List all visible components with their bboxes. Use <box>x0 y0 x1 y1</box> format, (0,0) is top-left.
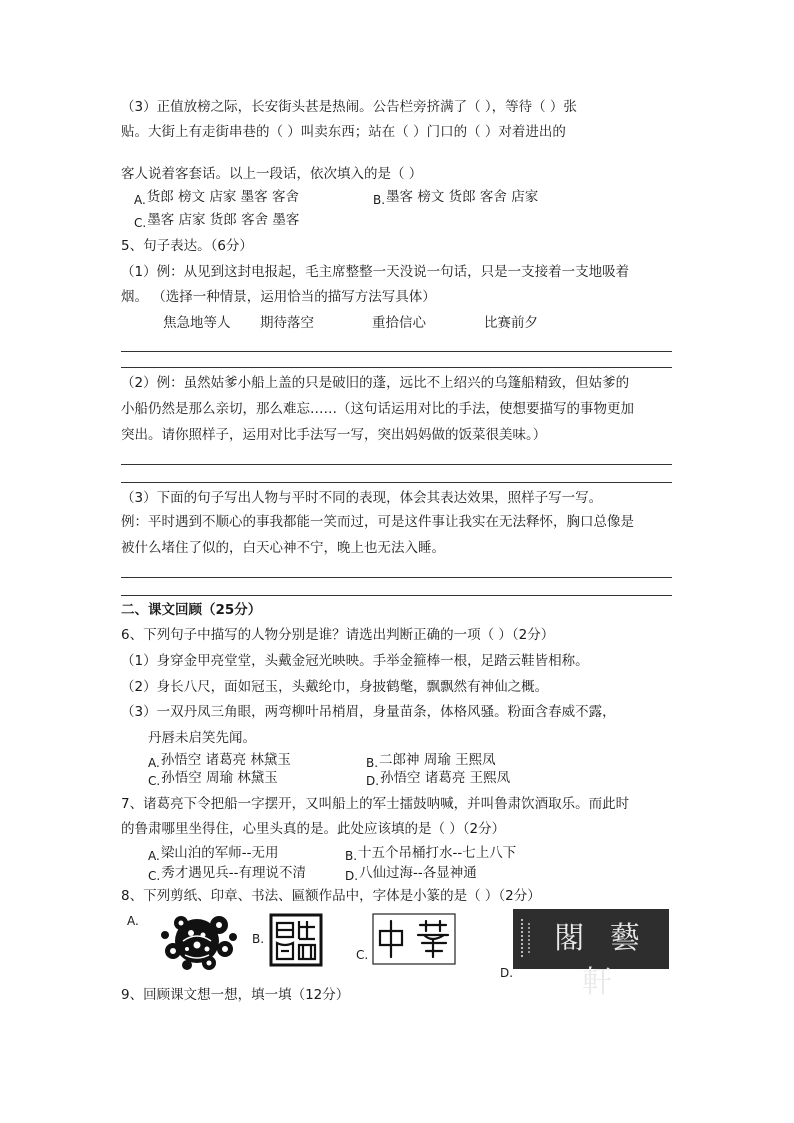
option-letter: A. <box>148 756 160 770</box>
q5-part3-line-3: 被什么堵住了似的，白天心神不宁，晚上也无法入睡。 <box>121 540 445 556</box>
q6-line-2: （2）身长八尺，面如冠玉，头戴纶巾，身披鹤氅，飘飘然有神仙之概。 <box>121 679 549 695</box>
answer-line[interactable] <box>121 595 672 596</box>
option-text: 孙悟空 诸葛亮 林黛玉 <box>160 752 291 768</box>
q7-option-a[interactable] <box>148 843 279 863</box>
option-text: 墨客 店家 货郎 客舍 墨客 <box>147 212 300 228</box>
q5-part1-line-2: 烟。 （选择一种情景，运用恰当的描写方法写具体） <box>121 289 436 305</box>
option-text: 梁山泊的军师--无用 <box>160 845 279 861</box>
scene-option: 期待落空 <box>260 315 314 331</box>
calligraphy-image[interactable] <box>372 913 456 965</box>
option-letter: A. <box>134 193 146 207</box>
option-text: 货郎 榜文 店家 墨客 客舍 <box>146 189 299 205</box>
q5-part1-line-1: （1）例：从见到这封电报起，毛主席整整一天没说一句话，只是一支接着一支地吸着 <box>121 264 630 280</box>
option-letter: C. <box>134 216 147 230</box>
q3-option-c[interactable] <box>134 210 299 230</box>
option-letter: A. <box>148 849 160 863</box>
q6-option-a[interactable] <box>148 750 291 770</box>
q6-line-4: 丹唇未启笑先闻。 <box>148 730 256 746</box>
q6-option-d[interactable] <box>366 768 510 788</box>
q6-option-b[interactable] <box>366 750 496 770</box>
scene-option: 重拾信心 <box>372 315 426 331</box>
q6-line-3: （3）一双丹凤三角眼，两弯柳叶吊梢眉，身量苗条，体格风骚。粉面含春威不露， <box>121 704 616 720</box>
option-text: 十五个吊桶打水--七上八下 <box>358 845 517 861</box>
q5-part3-line-2: 例：平时遇到不顺心的事我都能一笑而过，可是这件事让我实在无法释怀，胸口总像是 <box>121 514 634 530</box>
option-letter: B. <box>373 193 386 207</box>
q8-label-a[interactable]: A. <box>127 914 139 928</box>
paper-cut-image[interactable] <box>157 911 241 971</box>
q3-line-3: 客人说着客套话。以上一段话，依次填入的是（ ） <box>121 166 423 182</box>
q5-part2-line-1: （2）例：虽然姑爹小船上盖的只是破旧的蓬，远比不上绍兴的乌篷船精致，但姑爹的 <box>121 375 630 391</box>
q8-label-d[interactable]: D. <box>500 966 514 980</box>
option-text: 孙悟空 周瑜 林黛玉 <box>161 770 278 786</box>
seal-stamp-image[interactable] <box>269 913 323 967</box>
q7-option-d[interactable] <box>345 863 477 883</box>
answer-line[interactable] <box>121 367 672 368</box>
option-letter: D. <box>366 774 380 788</box>
plaque-image[interactable] <box>513 909 669 1000</box>
option-text: 八仙过海--各显神通 <box>359 865 477 881</box>
option-letter: B. <box>366 756 379 770</box>
option-text: 孙悟空 诸葛亮 王熙凤 <box>380 770 511 786</box>
q6-title: 6、下列句子中描写的人物分别是谁？请选出判断正确的一项（ ）（2分） <box>121 627 555 643</box>
q3-option-b[interactable] <box>373 187 538 207</box>
q3-line-2: 贴。大街上有走街串巷的（ ）叫卖东西；站在（ ）门口的（ ）对着进出的 <box>121 124 566 140</box>
q6-option-c[interactable] <box>148 768 278 788</box>
q8-title: 8、下列剪纸、印章、书法、匾额作品中，字体是小篆的是（ ）（2分） <box>121 888 541 904</box>
option-letter: C. <box>148 774 161 788</box>
q7-option-c[interactable] <box>148 863 306 883</box>
option-letter: B. <box>345 849 358 863</box>
plaque-inscription <box>528 923 533 953</box>
q6-line-1: （1）身穿金甲亮堂堂，头戴金冠光映映。手举金箍棒一根，足踏云鞋皆相称。 <box>121 653 589 669</box>
answer-line[interactable] <box>121 464 672 465</box>
q5-part2-line-3: 突出。请你照样子，运用对比手法写一写，突出妈妈做的饭菜很美味。） <box>121 427 547 443</box>
q9-title: 9、回顾课文想一想，填一填（12分） <box>121 987 350 1003</box>
plaque-text: 閣 藝 軒 <box>554 921 648 1000</box>
section-heading: 二、课文回顾（25分） <box>121 602 262 618</box>
option-letter: D. <box>345 869 359 883</box>
option-text: 秀才遇见兵--有理说不清 <box>161 865 306 881</box>
q7-line-2: 的鲁肃哪里坐得住，心里头真的是。此处应该填的是（ ）（2分） <box>121 821 506 837</box>
scene-option: 比赛前夕 <box>484 315 538 331</box>
option-text: 墨客 榜文 货郎 客舍 店家 <box>386 189 539 205</box>
q5-title: 5、句子表达。（6分） <box>121 238 253 254</box>
q7-line-1: 7、诸葛亮下令把船一字摆开，又叫船上的军士擂鼓呐喊，并叫鲁肃饮酒取乐。而此时 <box>121 796 630 812</box>
option-letter: C. <box>148 869 161 883</box>
q3-line-1: （3）正值放榜之际，长安街头甚是热闹。公告栏旁挤满了（ ），等待（ ）张 <box>121 99 577 115</box>
q5-part2-line-2: 小船仍然是那么亲切，那么难忘……（这句话运用对比的手法，使想要描写的事物更加 <box>121 401 634 417</box>
scene-option: 焦急地等人 <box>163 315 231 331</box>
answer-line[interactable] <box>121 577 672 578</box>
answer-line[interactable] <box>121 482 672 483</box>
q8-label-c[interactable]: C. <box>356 948 369 962</box>
q3-option-a[interactable] <box>134 187 299 207</box>
plaque-inscription <box>521 919 526 957</box>
q8-label-b[interactable]: B. <box>252 932 265 946</box>
answer-line[interactable] <box>121 351 672 352</box>
q7-option-b[interactable] <box>345 843 516 863</box>
q5-part3-line-1: （3）下面的句子写出人物与平时不同的表现，体会其表达效果，照样子写一写。 <box>121 490 603 506</box>
option-text: 二郎神 周瑜 王熙凤 <box>379 752 496 768</box>
